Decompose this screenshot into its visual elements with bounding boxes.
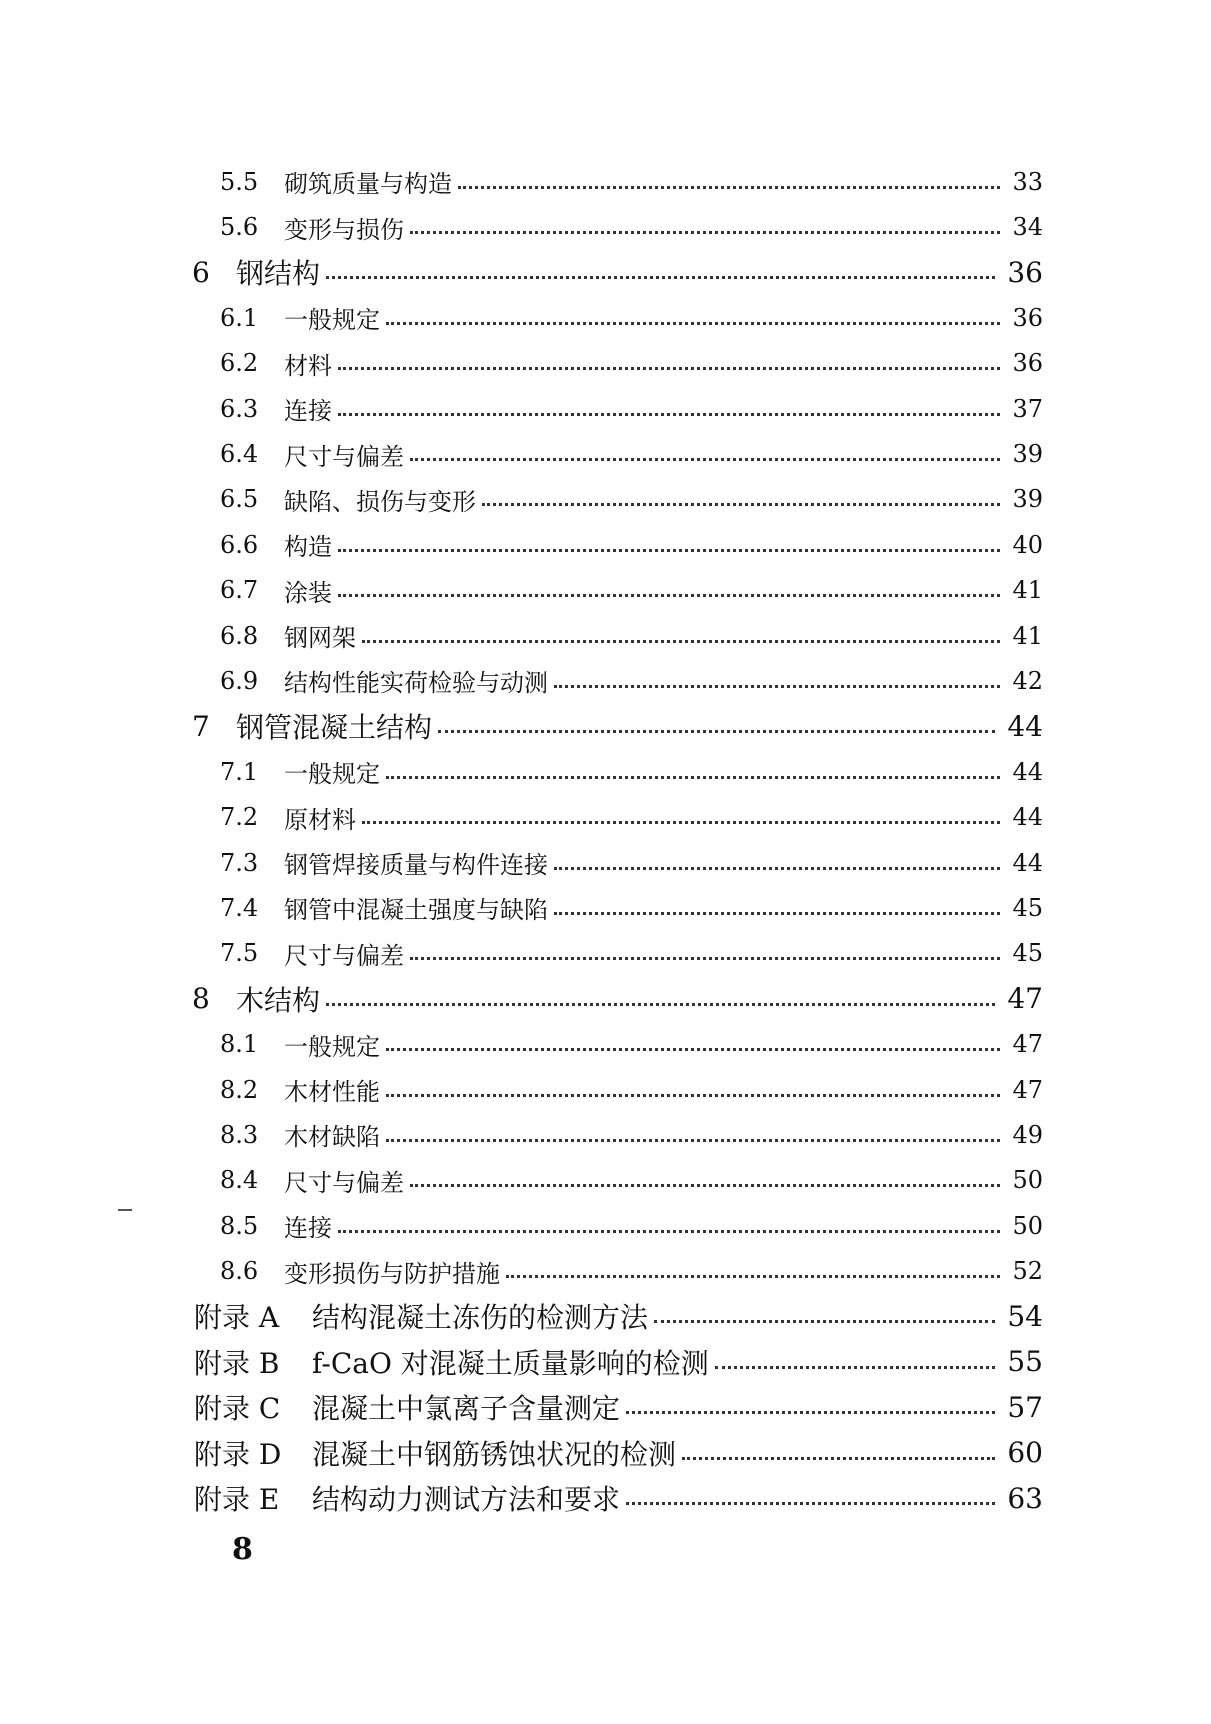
- dot-leader: [554, 865, 1000, 870]
- toc-entry-section: [0, 885, 1211, 930]
- table-of-contents: [0, 159, 1211, 1521]
- dot-leader: [626, 1500, 995, 1505]
- toc-entry-section: [0, 840, 1211, 885]
- toc-entry-title: 钢管中混凝土强度与缺陷: [284, 896, 548, 925]
- toc-entry-page: 37: [1012, 394, 1043, 423]
- toc-entry-number: 7.5: [220, 939, 259, 968]
- toc-entry-page: 39: [1012, 440, 1043, 469]
- toc-entry-number: 附录 D: [194, 1437, 282, 1471]
- toc-entry-number: 8.2: [220, 1075, 259, 1104]
- toc-entry-page: 34: [1012, 213, 1043, 242]
- toc-entry-number: 附录 E: [194, 1483, 280, 1517]
- toc-entry-section: [0, 204, 1211, 249]
- toc-entry-page: 36: [1012, 349, 1043, 378]
- toc-entry-number: 6.5: [220, 485, 259, 514]
- toc-entry-title: 混凝土中钢筋锈蚀状况的检测: [312, 1437, 677, 1471]
- toc-entry-page: 44: [1007, 709, 1043, 743]
- toc-entry-section: [0, 1248, 1211, 1293]
- dot-leader: [338, 1228, 1000, 1233]
- dot-leader: [386, 320, 1000, 325]
- toc-entry-page: 50: [1012, 1166, 1043, 1195]
- toc-entry-page: 36: [1012, 303, 1043, 332]
- toc-entry-appendix: [0, 1339, 1211, 1384]
- dot-leader: [338, 592, 1000, 597]
- toc-entry-appendix: [0, 1294, 1211, 1339]
- toc-entry-title: 钢管混凝土结构: [236, 711, 433, 745]
- toc-entry-title: 混凝土中氯离子含量测定: [312, 1392, 621, 1426]
- toc-entry-section: [0, 613, 1211, 658]
- toc-entry-title: 结构动力测试方法和要求: [312, 1483, 621, 1517]
- toc-entry-chapter: [0, 976, 1211, 1021]
- dot-leader: [554, 683, 1000, 688]
- toc-entry-page: 47: [1007, 982, 1043, 1016]
- toc-entry-title: 结构混凝土冻伤的检测方法: [312, 1301, 649, 1335]
- toc-entry-section: [0, 1203, 1211, 1248]
- toc-entry-section: [0, 386, 1211, 431]
- toc-entry-section: [0, 1158, 1211, 1203]
- toc-entry-chapter: [0, 250, 1211, 295]
- toc-entry-title: 构造: [284, 533, 332, 562]
- dot-leader: [386, 1092, 1000, 1097]
- toc-entry-section: [0, 522, 1211, 567]
- toc-entry-page: 49: [1012, 1120, 1043, 1149]
- toc-entry-appendix: [0, 1385, 1211, 1430]
- dot-leader: [554, 910, 1000, 915]
- toc-entry-page: 41: [1012, 576, 1043, 605]
- toc-entry-number: 6.7: [220, 576, 259, 605]
- toc-entry-page: 63: [1007, 1481, 1043, 1515]
- toc-entry-number: 6: [192, 255, 210, 289]
- toc-entry-title: 砌筑质量与构造: [284, 170, 452, 199]
- toc-entry-page: 36: [1007, 255, 1043, 289]
- dot-leader: [338, 547, 1000, 552]
- toc-entry-section: [0, 477, 1211, 522]
- toc-entry-page: 44: [1012, 848, 1043, 877]
- dot-leader: [410, 1182, 1000, 1187]
- toc-entry-section: [0, 658, 1211, 703]
- toc-entry-number: 5.5: [220, 167, 259, 196]
- toc-entry-number: 6.2: [220, 349, 259, 378]
- dot-leader: [715, 1364, 996, 1369]
- toc-entry-title: 连接: [284, 397, 332, 426]
- toc-entry-page: 55: [1007, 1345, 1043, 1379]
- toc-entry-page: 54: [1007, 1299, 1043, 1333]
- dot-leader: [386, 1137, 1000, 1142]
- toc-entry-page: 42: [1012, 666, 1043, 695]
- toc-entry-page: 45: [1012, 939, 1043, 968]
- toc-entry-title: 涂装: [284, 578, 332, 607]
- toc-entry-title: 尺寸与偏差: [284, 442, 404, 471]
- toc-entry-title: 尺寸与偏差: [284, 941, 404, 970]
- toc-entry-title: f-CaO 对混凝土质量影响的检测: [312, 1346, 709, 1380]
- toc-entry-title: 材料: [284, 351, 332, 380]
- toc-entry-page: 57: [1007, 1390, 1043, 1424]
- toc-entry-number: 6.4: [220, 440, 259, 469]
- toc-entry-page: 44: [1012, 803, 1043, 832]
- dot-leader: [654, 1318, 995, 1323]
- toc-entry-title: 缺陷、损伤与变形: [284, 487, 476, 516]
- toc-entry-section: [0, 341, 1211, 386]
- toc-entry-appendix: [0, 1475, 1211, 1520]
- toc-entry-chapter: [0, 704, 1211, 749]
- toc-entry-title: 钢管焊接质量与构件连接: [284, 851, 548, 880]
- toc-entry-section: [0, 749, 1211, 794]
- page-number: 8: [232, 1532, 253, 1567]
- toc-entry-page: 50: [1012, 1211, 1043, 1240]
- toc-entry-page: 44: [1012, 757, 1043, 786]
- toc-entry-section: [0, 1067, 1211, 1112]
- dot-leader: [362, 819, 1000, 824]
- toc-entry-title: 木材性能: [284, 1078, 380, 1106]
- toc-entry-number: 8: [192, 982, 210, 1016]
- dot-leader: [626, 1409, 995, 1414]
- dot-leader: [338, 365, 1000, 370]
- toc-entry-page: 33: [1012, 167, 1043, 196]
- toc-entry-number: 7.4: [220, 893, 259, 922]
- toc-entry-number: 7.2: [220, 803, 259, 832]
- toc-entry-section: [0, 295, 1211, 340]
- dot-leader: [682, 1455, 995, 1460]
- dot-leader: [482, 501, 1000, 506]
- dot-leader: [506, 1273, 1000, 1278]
- toc-entry-section: [0, 1112, 1211, 1157]
- toc-entry-number: 6.8: [220, 621, 259, 650]
- toc-entry-title: 木材缺陷: [284, 1123, 380, 1152]
- toc-entry-title: 变形损伤与防护措施: [284, 1259, 500, 1288]
- toc-entry-number: 附录 A: [194, 1301, 280, 1335]
- dot-leader: [326, 1001, 995, 1006]
- toc-entry-page: 45: [1012, 893, 1043, 922]
- toc-entry-number: 6.6: [220, 530, 259, 559]
- dot-leader: [386, 774, 1000, 779]
- toc-entry-section: [0, 431, 1211, 476]
- toc-entry-page: 40: [1012, 530, 1043, 559]
- toc-entry-title: 结构性能实荷检验与动测: [284, 669, 548, 698]
- toc-entry-page: 39: [1012, 485, 1043, 514]
- toc-entry-section: [0, 931, 1211, 976]
- toc-entry-number: 附录 C: [194, 1392, 281, 1426]
- dot-leader: [326, 274, 995, 279]
- dot-leader: [438, 728, 995, 733]
- toc-entry-number: 5.6: [220, 213, 259, 242]
- toc-entry-page: 47: [1012, 1030, 1043, 1059]
- dot-leader: [338, 411, 1000, 416]
- toc-entry-appendix: [0, 1430, 1211, 1475]
- toc-entry-number: 8.4: [220, 1166, 259, 1195]
- toc-entry-title: 钢结构: [236, 257, 321, 291]
- toc-entry-number: 6.1: [220, 303, 259, 332]
- toc-entry-title: 原材料: [284, 805, 356, 834]
- dot-leader: [458, 184, 1000, 189]
- toc-entry-number: 6.3: [220, 394, 259, 423]
- toc-entry-number: 8.1: [220, 1030, 259, 1059]
- dot-leader: [410, 229, 1000, 234]
- dot-leader: [410, 456, 1000, 461]
- toc-entry-title: 一般规定: [284, 306, 380, 335]
- toc-entry-section: [0, 794, 1211, 839]
- toc-entry-section: [0, 1021, 1211, 1066]
- toc-entry-number: 附录 B: [194, 1346, 280, 1380]
- toc-entry-number: 7.3: [220, 848, 259, 877]
- toc-entry-title: 木结构: [236, 983, 321, 1017]
- dot-leader: [362, 638, 1000, 643]
- toc-entry-title: 尺寸与偏差: [284, 1168, 404, 1197]
- dot-leader: [410, 955, 1000, 960]
- toc-entry-page: 41: [1012, 621, 1043, 650]
- toc-entry-number: 7.1: [220, 757, 259, 786]
- toc-entry-number: 8.6: [220, 1257, 259, 1286]
- toc-entry-section: [0, 568, 1211, 613]
- toc-entry-page: 60: [1007, 1436, 1043, 1470]
- toc-entry-title: 变形与损伤: [284, 215, 404, 244]
- dot-leader: [386, 1046, 1000, 1051]
- toc-entry-title: 一般规定: [284, 760, 380, 789]
- toc-entry-number: 6.9: [220, 666, 259, 695]
- toc-entry-section: [0, 159, 1211, 204]
- toc-entry-page: 47: [1012, 1075, 1043, 1104]
- toc-entry-title: 钢网架: [284, 624, 356, 653]
- scan-mark: [118, 1209, 132, 1211]
- toc-entry-number: 8.3: [220, 1120, 259, 1149]
- toc-entry-page: 52: [1012, 1257, 1043, 1286]
- toc-entry-title: 连接: [284, 1214, 332, 1243]
- toc-entry-number: 8.5: [220, 1211, 259, 1240]
- toc-entry-number: 7: [192, 709, 210, 743]
- toc-entry-title: 一般规定: [284, 1032, 380, 1061]
